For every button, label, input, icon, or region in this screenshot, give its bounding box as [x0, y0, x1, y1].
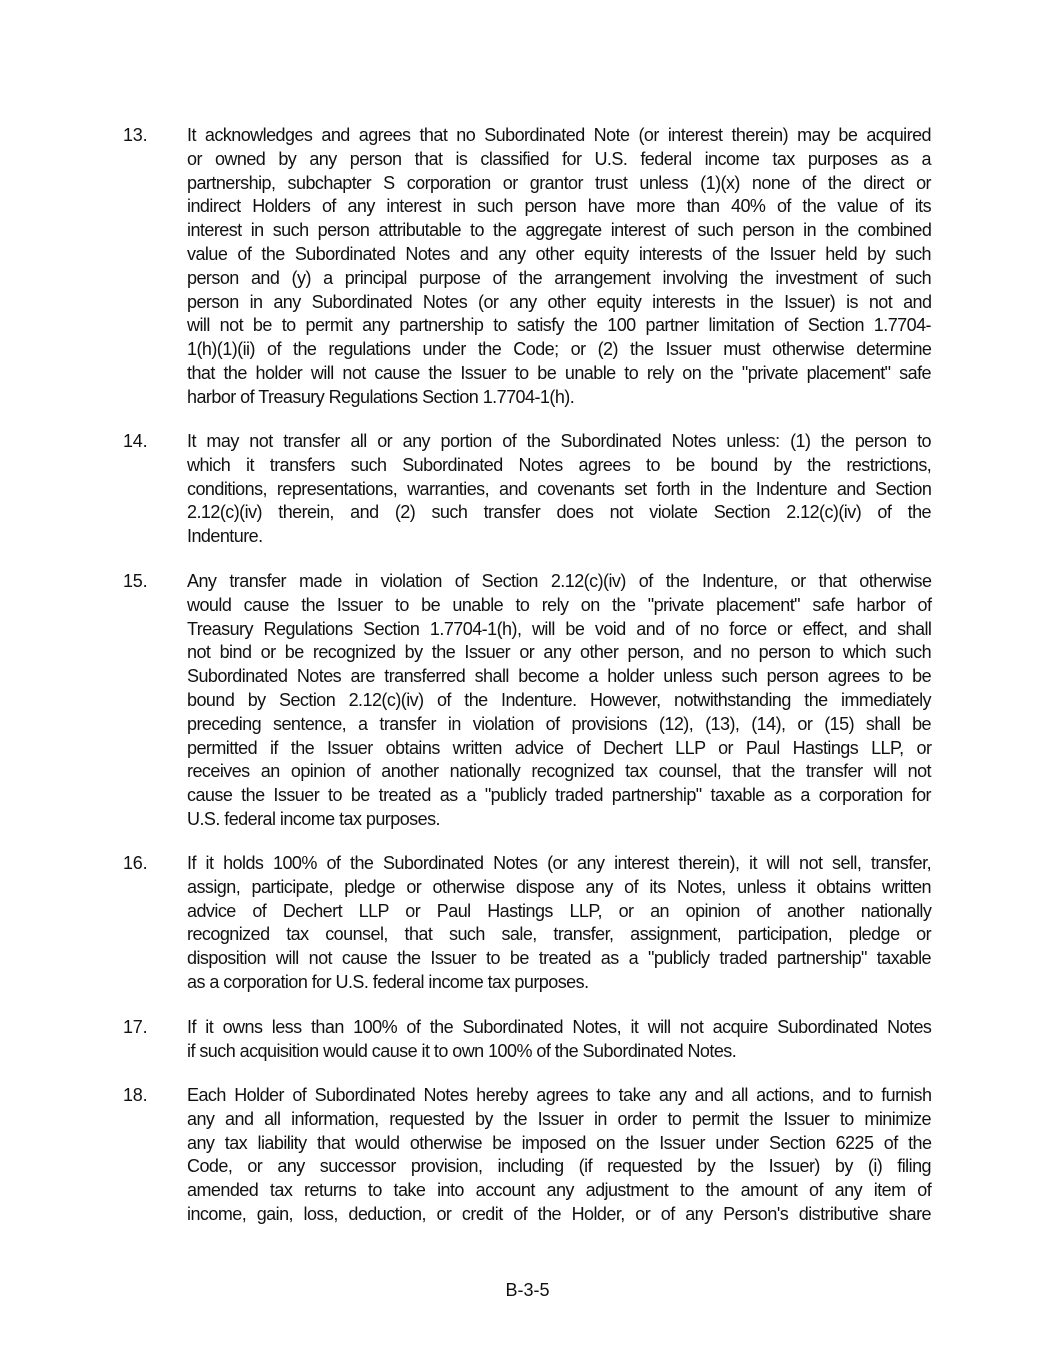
- text-line: cause the Issuer to be treated as a "publicly traded partnership" taxable as a corporation for: [187, 785, 931, 806]
- text-line: or owned by any person that is classified for U.S. federal income tax purposes as a: [187, 148, 931, 169]
- text-line: It acknowledges and agrees that no Subordinated Note (or interest therein) may be acquired: [187, 125, 931, 145]
- text-line: preceding sentence, a transfer in violation of provisions (12), (13), (14), or (15) shall be: [187, 713, 931, 734]
- text-line: will not be to permit any partnership to satisfy the 100 partner limitation of Section 1.7704-: [187, 315, 931, 336]
- paragraph-number: 17.: [123, 1017, 148, 1037]
- text-line: advice of Dechert LLP or Paul Hastings LLP, or an opinion of another nationally: [187, 900, 932, 921]
- text-line: It may not transfer all or any portion of the Subordinated Notes unless: (1) the person to: [187, 431, 931, 451]
- text-line: interest in such person attributable to the aggregate interest of such person in the combined: [187, 220, 932, 241]
- text-line: harbor of Treasury Regulations Section 1.7704-1(h).: [187, 386, 575, 407]
- text-line: if such acquisition would cause it to own 100% of the Subordinated Notes.: [187, 1040, 737, 1061]
- text-line: If it holds 100% of the Subordinated Notes (or any interest therein), it will not sell, transfer,: [187, 853, 932, 873]
- text-line: any tax liability that would otherwise be imposed on the Issuer under Section 6225 of the: [187, 1132, 932, 1153]
- text-line: person and (y) a principal purpose of the arrangement involving the investment of such: [187, 267, 932, 288]
- text-line: value of the Subordinated Notes and any other equity interests of the Issuer held by such: [187, 243, 931, 264]
- page-number: B-3-5: [505, 1280, 550, 1300]
- paragraph-number: 18.: [123, 1085, 148, 1105]
- text-line: indirect Holders of any interest in such person have more than 40% of the value of its: [187, 196, 932, 217]
- text-line: any and all information, requested by the Issuer in order to permit the Issuer to minimize: [187, 1108, 931, 1129]
- text-line: Code, or any successor provision, including (if requested by the Issuer) by (i) filing: [187, 1156, 932, 1177]
- text-line: as a corporation for U.S. federal income tax purposes.: [187, 971, 589, 992]
- paragraph-number: 14.: [123, 431, 148, 451]
- text-line: conditions, representations, warranties, and covenants set forth in the Indenture and Section: [187, 478, 932, 499]
- text-line: Each Holder of Subordinated Notes hereby agrees to take any and all actions, and to furnish: [187, 1085, 932, 1105]
- text-line: disposition will not cause the Issuer to be treated as a "publicly traded partnership" taxable: [187, 948, 931, 969]
- text-line: amended tax returns to take into account any adjustment to the amount of any item of: [187, 1180, 932, 1201]
- text-line: person in any Subordinated Notes (or any other equity interests in the Issuer) is not and: [187, 291, 932, 312]
- text-line: that the holder will not cause the Issuer to be unable to rely on the "private placement" safe: [187, 362, 931, 383]
- paragraph-body: [187, 1084, 931, 1227]
- paragraph-number: 15.: [123, 571, 148, 591]
- paragraph-body: [187, 570, 931, 832]
- text-line: receives an opinion of another nationally recognized tax counsel, that the transfer will not: [187, 761, 931, 782]
- text-line: U.S. federal income tax purposes.: [187, 808, 440, 829]
- text-line: would cause the Issuer to be unable to rely on the "private placement" safe harbor of: [187, 594, 932, 615]
- text-line: income, gain, loss, deduction, or credit of the Holder, or of any Person's distributive share: [187, 1203, 931, 1224]
- paragraph-number: 16.: [123, 853, 148, 873]
- paragraph-body: [187, 852, 931, 995]
- text-line: partnership, subchapter S corporation or grantor trust unless (1)(x) none of the direct or: [187, 172, 931, 193]
- text-line: 1(h)(1)(ii) of the regulations under the Code; or (2) the Issuer must otherwise determine: [187, 339, 932, 360]
- text-line: Treasury Regulations Section 1.7704-1(h), will be void and of no force or effect, and shall: [187, 618, 932, 639]
- paragraph-body: [187, 124, 931, 410]
- text-line: permitted if the Issuer obtains written advice of Dechert LLP or Paul Hastings LLP, or: [187, 737, 932, 758]
- paragraph-body: [187, 1016, 931, 1064]
- text-line: recognized tax counsel, that such sale, transfer, assignment, participation, pledge or: [187, 924, 932, 945]
- text-line: not bind or be recognized by the Issuer or any other person, and no person to which such: [187, 642, 932, 663]
- text-line: bound by Section 2.12(c)(iv) of the Indenture. However, notwithstanding the immediately: [187, 689, 931, 710]
- text-line: which it transfers such Subordinated Notes agrees to be bound by the restrictions,: [187, 454, 932, 475]
- text-line: 2.12(c)(iv) therein, and (2) such transfer does not violate Section 2.12(c)(iv) of the: [187, 502, 932, 523]
- paragraph-number: 13.: [123, 125, 148, 145]
- text-line: Indenture.: [187, 526, 263, 547]
- text-line: assign, participate, pledge or otherwise dispose any of its Notes, unless it obtains written: [187, 876, 931, 897]
- text-line: Subordinated Notes are transferred shall become a holder unless such person agrees to be: [187, 666, 932, 687]
- text-line: Any transfer made in violation of Section 2.12(c)(iv) of the Indenture, or that otherwise: [187, 571, 932, 591]
- paragraph-body: [187, 430, 931, 549]
- text-line: If it owns less than 100% of the Subordinated Notes, it will not acquire Subordinated Notes: [187, 1017, 932, 1037]
